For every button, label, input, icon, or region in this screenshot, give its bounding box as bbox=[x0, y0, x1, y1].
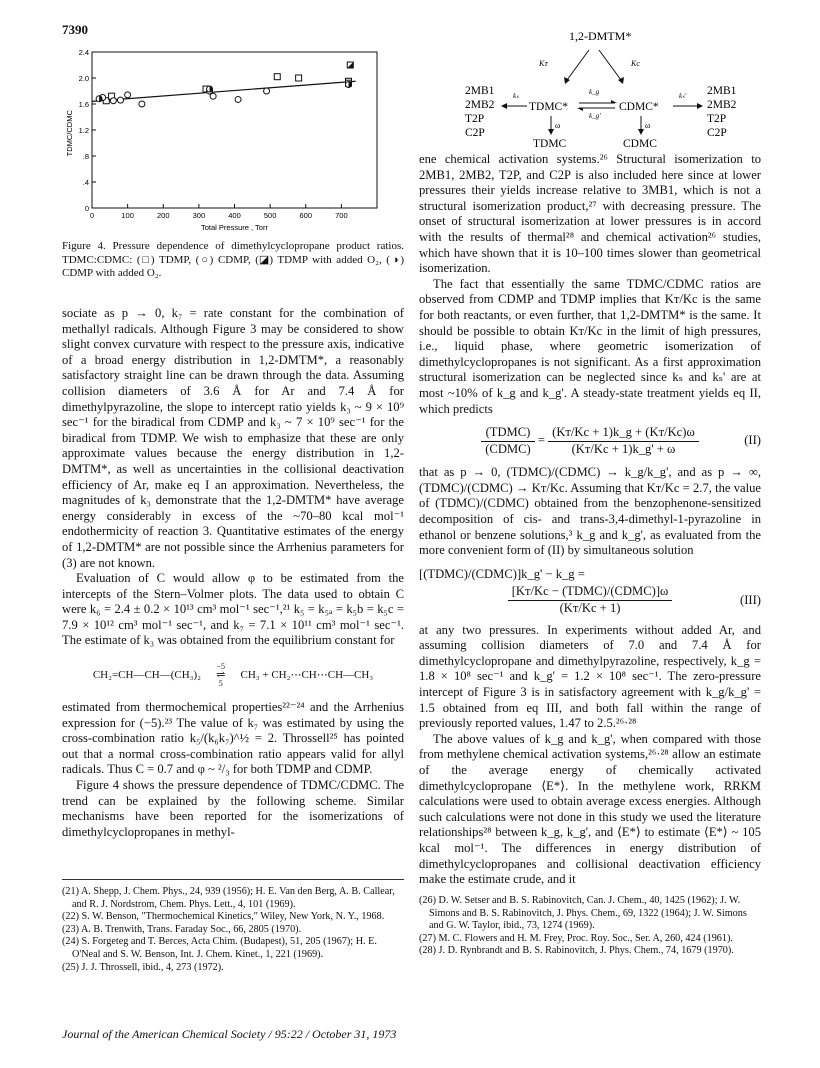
left-product: T2P bbox=[465, 113, 485, 125]
scheme-cdmc-star: CDMC* bbox=[619, 101, 659, 113]
scheme-omega-right: ω bbox=[645, 121, 651, 130]
point-cdmp bbox=[235, 96, 241, 102]
reference: (26) D. W. Setser and B. S. Rabinovitch, Can. J. Chem., 40, 1425 (1962); J. W. Simons and B. S. Rabinovitch, J. Phys. Chem., 69, 1322 (1964); J. W. Simons and G. W. Taylor, ibid., 73, 1274 (1969). bbox=[419, 895, 747, 932]
eq3-den: (Kᴛ/Kc + 1) bbox=[559, 601, 621, 616]
scheme-cdmc: CDMC bbox=[623, 138, 657, 150]
paragraph: Figure 4 shows the pressure dependence of TDMC/CDMC. The trend can be explained by the following scheme. Similar mechanisms have been reported for the isomerizations of dimethylcyclopropanes in methyl- bbox=[62, 778, 404, 839]
scheme-left-products bbox=[465, 85, 495, 139]
scheme-kg: k_g bbox=[589, 88, 600, 96]
x-tick-label: 100 bbox=[121, 211, 134, 220]
paragraph: that as p → 0, (TDMC)/(CDMC) → k_g/k_g', and as p → ∞, (TDMC)/(CDMC) → Kᴛ/Kc. Assuming that Kᴛ/Kc = 2.7, the value of (TDMC)/(CDMC) obtained from the benzophenone-sensitized decomposition of cis- and trans-3,4-dimethyl-1-pyrazoline in ethanol or benzene solutions,³ k_g and k_g', as evaluated from the more convenient form of (II) by simultaneous solution bbox=[419, 465, 761, 558]
y-tick-label: 2.4 bbox=[78, 48, 89, 57]
x-tick-label: 0 bbox=[89, 211, 95, 220]
y-tick-label: 1.2 bbox=[78, 126, 89, 135]
x-tick-label: 300 bbox=[192, 211, 206, 220]
references-left bbox=[62, 886, 404, 974]
figure-caption: Figure 4. Pressure dependence of dimethylcyclopropane product ratios. TDMC:CDMC: (□) TDMP, (○) CDMP, (◪) TDMP with added O₂, (◑) CDMP with added O₂. bbox=[62, 240, 404, 279]
reference: (24) S. Forgeteg and T. Berces, Acta Chim. (Budapest), 51, 205 (1967); H. E. O'Neal and S. W. Benson, Int. J. Chem. Kinet., 1, 221 (1969). bbox=[62, 936, 377, 960]
reference: (21) A. Shepp, J. Chem. Phys., 24, 939 (1956); H. E. Van den Berg, A. B. Callear, and R. J. Nordstrom, Chem. Phys. Lett., 4, 101 (1969). bbox=[62, 886, 395, 910]
eq2-lhs-num: (TDMC) bbox=[481, 425, 534, 442]
eq3-label: (III) bbox=[740, 592, 761, 607]
right-product: C2P bbox=[707, 127, 727, 139]
point-cdmp bbox=[139, 101, 145, 107]
reference: (22) S. W. Benson, "Thermochemical Kinetics," Wiley, New York, N. Y., 1968. bbox=[62, 911, 385, 923]
y-tick-label: 0 bbox=[84, 204, 89, 213]
footnote-rule-left bbox=[62, 879, 404, 880]
scheme-omega-left: ω bbox=[555, 121, 561, 130]
y-tick-label: .4 bbox=[82, 178, 89, 187]
x-tick-label: 700 bbox=[335, 211, 348, 220]
right-product: T2P bbox=[707, 113, 727, 125]
x-tick-label: 500 bbox=[263, 211, 277, 220]
y-tick-label: 2.0 bbox=[78, 74, 89, 83]
left-product: 2MB1 bbox=[465, 85, 495, 97]
point-cdmp bbox=[210, 93, 216, 99]
paragraph: The fact that essentially the same TDMC/CDMC ratios are observed from CDMP and TDMP implies that Kᴛ/Kc is the same for both reactants, or even further, that 1,2-DMTM* is the same. It should be possible to obtain Kᴛ/Kc in the limit of high pressures, i.e., liquid phase, where geometric isomerization of dimethylcyclopropanes is not significant. As a first approximation structural isomerization can be neglected since kₛ and kₛ' are at most ~10% of k_g and k_g'. A steady-state treatment yields eq II, which predicts bbox=[419, 276, 761, 416]
scheme-right-products bbox=[707, 85, 737, 139]
reference: (28) J. D. Rynbrandt and B. S. Rabinovitch, J. Phys. Chem., 74, 1679 (1970). bbox=[419, 945, 734, 957]
eq2-label: (II) bbox=[744, 433, 761, 448]
plot-frame bbox=[92, 52, 377, 208]
point-cdmp bbox=[118, 97, 124, 103]
left-product: C2P bbox=[465, 127, 485, 139]
reaction-scheme bbox=[419, 28, 764, 150]
y-axis-label: TDMC/CDMC bbox=[65, 110, 74, 157]
scheme-tdmc: TDMC bbox=[533, 138, 567, 150]
right-product: 2MB1 bbox=[707, 85, 737, 97]
scheme-ks-prime: kₛ' bbox=[679, 92, 687, 100]
scheme-kg-prime: k_g' bbox=[589, 112, 601, 120]
right-product: 2MB2 bbox=[707, 99, 737, 111]
eq-bottom-k: 5 bbox=[218, 679, 223, 689]
left-column bbox=[62, 306, 404, 840]
x-tick-label: 600 bbox=[299, 211, 313, 220]
references-right bbox=[419, 895, 761, 958]
equation-2: $\frac{\text{(TDMC)}}{\text{(CDMC)}}$ = $\frac{\text{(Kᴛ/Kc + 1)k\_g + (Kᴛ/Kc)ω}}{\text{(Kᴛ/Kc + 1)k\_g' + ω}}$ (II) bbox=[419, 425, 761, 457]
scheme-top: 1,2-DMTM* bbox=[569, 29, 632, 43]
equilibrium-equation: CH₂=CH—CH—(CH₃)₂ −5 ⇌ 5 CH₃ + CH₂⋯CH⋯CH—CH₃ bbox=[92, 662, 374, 689]
reference: (27) M. C. Flowers and H. M. Frey, Proc. Roy. Soc., Ser. A, 260, 424 (1961). bbox=[419, 932, 733, 944]
y-tick-label: .8 bbox=[82, 152, 89, 161]
point-cdmp bbox=[264, 88, 270, 94]
eq-top-k: −5 bbox=[216, 662, 226, 672]
point-cdmp bbox=[125, 92, 131, 98]
x-tick-label: 200 bbox=[156, 211, 170, 220]
paragraph: at any two pressures. In experiments without added Ar, and assuming collision diameters of 7.0 and 7.4 Å for dimethylcyclopropane and dimethylpyrazoline, respectively, k_g = 1.8 × 10⁸ sec⁻¹ and k_g' = 1.2 × 10⁸ sec⁻¹. The zero-pressure intercept of Figure 3 is in satisfactory agreement with k_g/k_g' = 1.5 obtained from eq III, and both fall within the range of previously reported values, 1.47 to 2.5.²⁶·²⁸ bbox=[419, 622, 761, 731]
paragraph: estimated from thermochemical properties²²⁻²⁴ and the Arrhenius expression for (−5).²³ The value of k₇ was estimated by using the cross-combination ratio k₅/(k₆k₇)^½ = 2. Throssell²⁵ has pointed out that a normal cross-combination ratio appears valid for allyl radicals. Thus C = 0.7 and φ ~ ²/₃ for both TDMP and CDMP. bbox=[62, 700, 404, 777]
x-axis-label: Total Pressure , Torr bbox=[201, 223, 268, 232]
scheme-kt: Kᴛ bbox=[539, 59, 548, 68]
y-tick-label: 1.6 bbox=[78, 100, 89, 109]
x-tick-label: 400 bbox=[228, 211, 241, 220]
scheme-ks: kₛ bbox=[513, 92, 519, 100]
reference: (25) J. J. Throssell, ibid., 4, 273 (1972). bbox=[62, 961, 224, 973]
point-tdmp bbox=[274, 74, 280, 80]
eq3-line1: [(TDMC)/(CDMC)]k_g' − k_g = bbox=[419, 566, 585, 581]
eq3-num: [Kᴛ/Kc − (TDMC)/(CDMC)]ω bbox=[508, 584, 673, 601]
equation-3 bbox=[419, 567, 761, 617]
figure-4-chart bbox=[62, 44, 392, 236]
page-number: 7390 bbox=[62, 22, 88, 37]
paragraph: ene chemical activation systems.²⁶ Structural isomerization to 2MB1, 2MB2, T2P, and C2P is also included here since at lower pressures their yields increase relative to 3MB1, which is not a structural isomerization product,²⁷ with decreasing pressure. The onset of structural isomerization at lower pressures is in accord with the results of thermal²⁸ and chemical activation²⁶ studies, which have shown that it is 10–100 times slower than geometrical isomerization. bbox=[419, 152, 761, 276]
eq2-rhs-num: (Kᴛ/Kc + 1)k_g + (Kᴛ/Kc)ω bbox=[548, 425, 699, 442]
fit-line bbox=[92, 81, 356, 101]
journal-footer: Journal of the American Chemical Society / 95:22 / October 31, 1973 bbox=[62, 1027, 397, 1041]
eq-left: CH₂=CH—CH—(CH₃)₂ bbox=[92, 669, 202, 682]
eq2-rhs-den: (Kᴛ/Kc + 1)k_g' + ω bbox=[571, 441, 676, 456]
point-tdmp bbox=[296, 75, 302, 81]
left-product: 2MB2 bbox=[465, 99, 495, 111]
scheme-kc: Kc bbox=[631, 59, 640, 68]
right-column bbox=[419, 152, 761, 888]
paragraph: The above values of k_g and k_g', when compared with those from methylene chemical activation systems,²⁶·²⁸ allow an estimate of the average energy of chemically activated dimethylcyclopropane ⟨E*⟩. In the methylene work, RRKM calculations were used to obtain average excess energies. Although such calculations were not done in this study we used the literature relationships²⁸ between k_g, k_g', and ⟨E*⟩ to estimate ⟨E*⟩ ~ 105 kcal mol⁻¹. The differences in energy distribution of dimethylcyclopropanes and collisional deactivation efficiency make the estimate crude, and it bbox=[419, 731, 761, 887]
paragraph: sociate as p → 0, k₇ = rate constant for the combination of methallyl radicals. Although Figure 3 may be considered to show slight convex curvature with respect to the pressure axis, indicative of a broad energy distribution in 1,2-DMTM*, a reasonably satisfactory straight line can be drawn through the data. Assuming collision diameters of 3.6 Å for Ar and 7.4 Å for dimethylpyrazoline, the slope to intercept ratio yields k₃ ~ 9 × 10⁹ sec⁻¹ for the biradical from CDMP and k₃ ~ 7 × 10⁹ sec⁻¹ for the biradical from TDMP. We wish to emphasize that these are only approximate values because the energy distribution in 1,2-DMTM*, as well as uncertainties in the collisional deactivation efficiency of Ar, make eq I an approximation. Nevertheless, the magnitudes of k₃ demonstrate that the 1,2-DMTM* have average energy considerably in excess of the ~70–80 kcal mol⁻¹ endothermicity of reaction 3. Quantitative estimates of the energy of 1,2-DMTM* are not possible since the Arrhenius parameters for (3) are not known. bbox=[62, 306, 404, 570]
eq2-lhs-den: (CDMC) bbox=[485, 441, 531, 456]
scheme-tdmc-star: TDMC* bbox=[529, 101, 568, 113]
reference: (23) A. B. Trenwith, Trans. Faraday Soc., 66, 2805 (1970). bbox=[62, 923, 302, 935]
point-cdmp bbox=[110, 98, 116, 104]
eq-right: CH₃ + CH₂⋯CH⋯CH—CH₃ bbox=[240, 669, 374, 682]
paragraph: Evaluation of C would allow φ to be estimated from the intercepts of the Stern–Volmer plots. The data used to obtain C were k₆ = 2.4 ± 0.2 × 10¹³ cm³ mol⁻¹ sec⁻¹,²¹ k₅ = k₅ₐ = k₅b = k₅c = 7.9 × 10¹² cm³ mol⁻¹ sec⁻¹, and k₇ = 7.1 × 10¹¹ cm³ mol⁻¹ sec⁻¹. The estimate of k₃ was obtained from the equilibrium constant for bbox=[62, 571, 404, 648]
